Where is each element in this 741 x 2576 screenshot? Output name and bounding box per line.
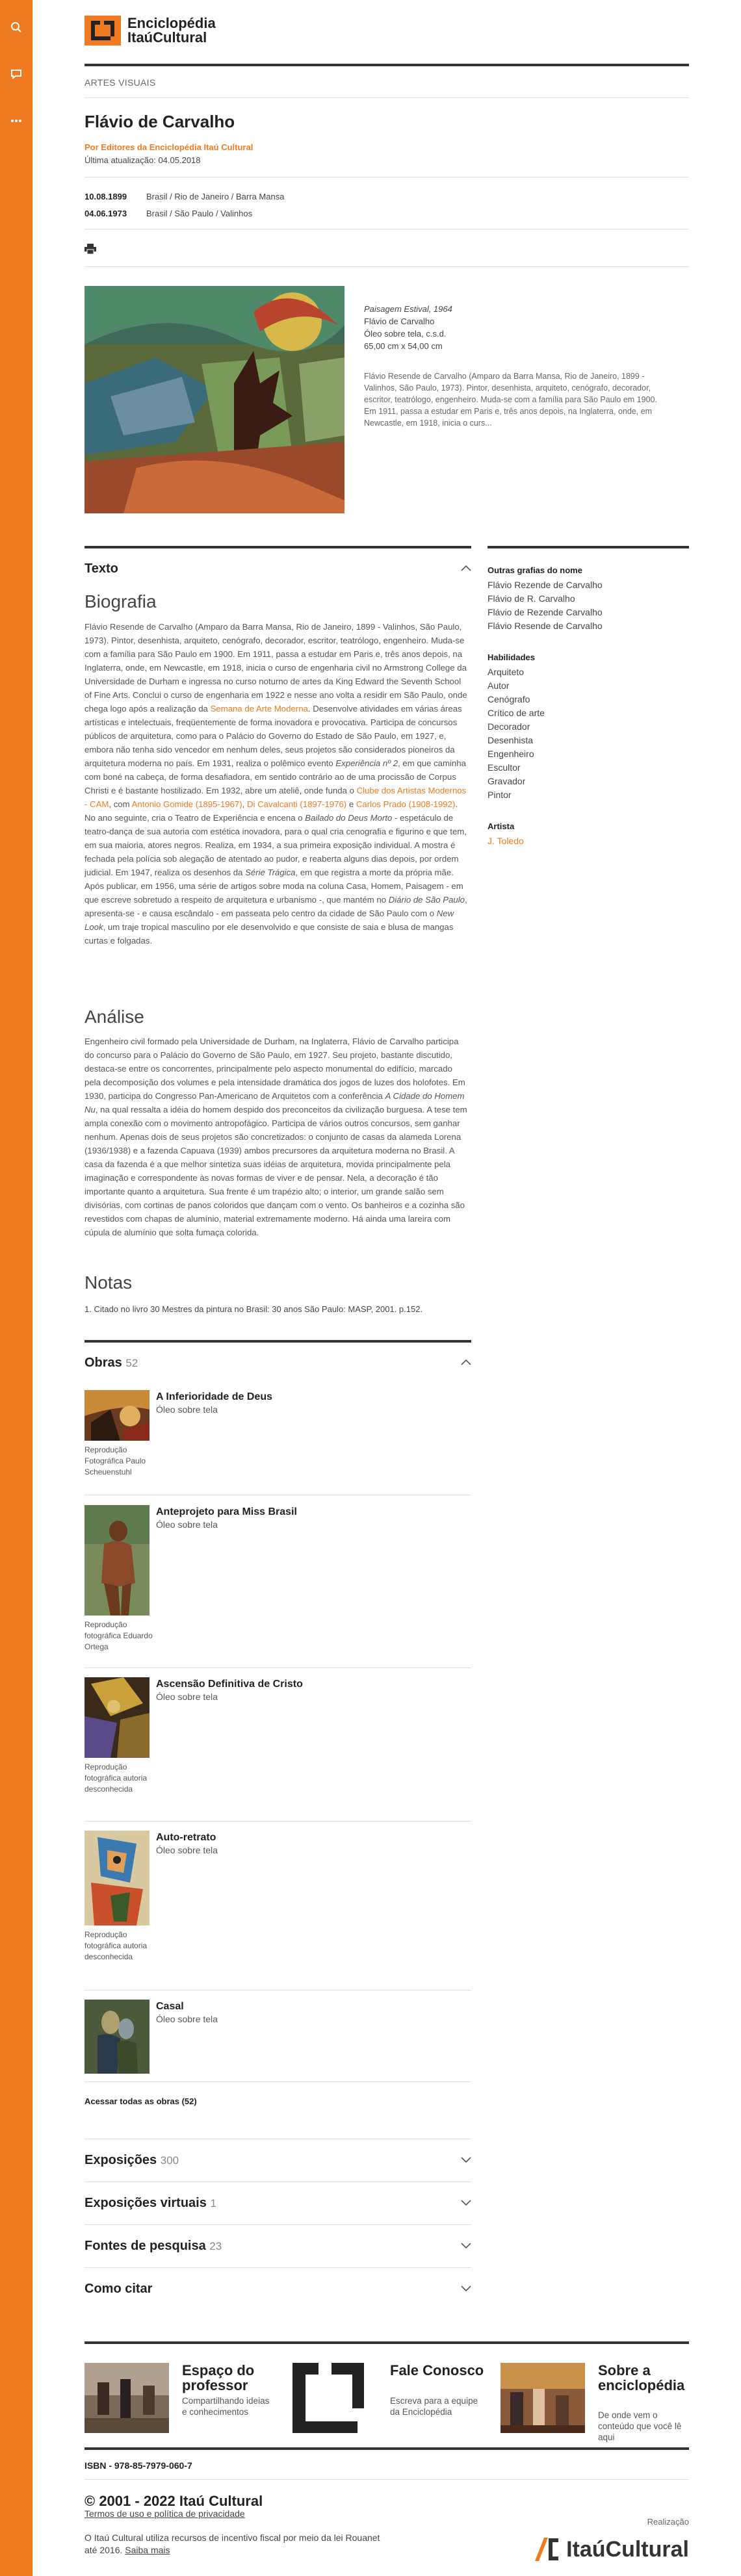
footer-divider [84,2447,689,2450]
footer-divider [84,2341,689,2344]
promo-title[interactable]: Espaço do professor [182,2362,255,2393]
analysis-text: Engenheiro civil formado pela Universidade de Durham, na Inglaterra, Flávio de Carvalho participa do concurso para o Palácio do Governo de São Paulo, em 1927. Seu projeto, bastante discutido, destaca-se entre os concorrentes, principalmente pelo aspecto monumental do edifício, marcado pela decomposição dos volumes e pela intensidade dramática dos jogos de luzes dos holofotes. Em 1930, participa do Congresso Pan-Americano de Arquitetos com a conferência A Cidade do Homem Nu, na qual ressalta a idéia do homem despido dos preconceitos da civilização burguesa. A tese tem ampla conexão com o movimento antropofágico. Participa de vários outros concursos, sem ganhar nenhum. Apenas dois de seus projetos são concretizados: o conjunto de casas da alameda Lorena (1936/1938) e a fazenda Capuava (1939) ambos precursores da arquitetura moderna no Brasil. A casa da fazenda é a que melhor sintetiza suas idéias de arquitetura, movida principalmente pela imaginação e correspondente às novas formas de viver e de pensar. Nela, a decoração é tão importante quanto a arquitetura. Sua frente é um trapézio alto; o interior, um grande salão sem divisórias, com cortinas de panos coloridos que dançam com o vento. Os banheiros e a cozinha são revestidos com chapas de alumínio, material extremamente moderno. Há ainda uma lareira com cúpula de alumínio que solta fumaça colorida. [84,1037,467,1237]
divider [84,2479,689,2480]
left-rail [0,0,32,2576]
chevron-down-icon[interactable] [461,2198,471,2209]
promo-fale-conosco[interactable] [292,2363,494,2441]
skills-list [488,665,689,802]
chevron-down-icon[interactable] [461,2284,471,2295]
artist-title: Artista [488,821,515,831]
accordion-exposicoes[interactable] [84,2139,471,2182]
work-thumbnail[interactable] [84,2000,150,2077]
accordion-como-citar[interactable] [84,2267,471,2310]
accordion-count: 300 [160,2154,179,2167]
obras-count: 52 [125,1356,138,1369]
header-divider [84,64,689,66]
featured-artwork-image[interactable] [84,286,344,513]
sidebar [488,546,689,848]
link-di-cavalcanti[interactable]: Di Cavalcanti (1897-1976) [247,799,347,809]
featured-medium: Óleo sobre tela, c.s.d. [364,329,447,339]
work-credit: Reprodução Fotográfica Paulo Scheuenstuhl [84,1445,146,1476]
other-name: Flávio Resende de Carvalho [488,621,603,631]
other-name: Flávio de R. Carvalho [488,593,575,604]
accordion-title: Exposições [84,2153,157,2167]
skills-title: Habilidades [488,652,535,662]
other-name: Flávio Rezende de Carvalho [488,580,603,590]
last-updated: Última atualização: 04.05.2018 [84,155,201,165]
bio-title: Biografia [84,591,157,612]
skill: Crítico de arte [488,708,545,718]
obras-divider [84,1340,471,1343]
terms-link[interactable]: Termos de uso e política de privacidade [84,2508,245,2519]
work-title[interactable]: Casal [156,2001,184,2012]
obras-section-header[interactable] [84,1346,471,1379]
work-medium: Óleo sobre tela [156,1404,218,1415]
accordion-count: 1 [210,2197,216,2209]
divider [84,97,689,98]
work-medium: Óleo sobre tela [156,2014,218,2024]
artist-link[interactable]: J. Toledo [488,836,524,846]
accordion-title: Fontes de pesquisa [84,2239,206,2253]
promo-title[interactable]: Fale Conosco [390,2362,484,2378]
brand-mark-icon [532,2535,561,2564]
chevron-up-icon[interactable] [461,1357,471,1369]
birth-date: 10.08.1899 [84,192,127,201]
skill: Gravador [488,776,526,786]
link-gomide[interactable]: Antonio Gomide (1895-1967) [131,799,242,809]
work-credit: Reprodução fotográfica Eduardo Ortega [84,1620,153,1651]
skill: Pintor [488,790,512,800]
promo-desc: Escreva para a equipe da Enciclopédia [390,2396,478,2417]
other-names-title: Outras grafias do nome [488,565,582,575]
death-date: 04.06.1973 [84,209,127,218]
analysis-title: Análise [84,1007,144,1027]
isbn: ISBN - 978-85-7979-060-7 [84,2460,192,2471]
promo-title[interactable]: Sobre a enciclopédia [598,2362,685,2393]
chat-icon[interactable] [0,61,32,87]
skill: Cenógrafo [488,694,530,704]
work-title[interactable]: Anteprojeto para Miss Brasil [156,1506,297,1517]
note-1: 1. Citado no livro 30 Mestres da pintura no Brasil: 30 anos São Paulo: MASP, 2001. p.152. [84,1304,423,1314]
breadcrumb[interactable]: ARTES VISUAIS [84,77,156,88]
work-medium: Óleo sobre tela [156,1519,218,1530]
promo-espaco-professor[interactable] [84,2363,286,2441]
all-works-link[interactable]: Acessar todas as obras (52) [84,2096,197,2106]
promo-desc: De onde vem o conteúdo que você lê aqui [598,2410,682,2442]
other-names-list [488,578,689,633]
chevron-down-icon[interactable] [461,2241,471,2252]
work-credit: Reprodução fotográfica autoria desconhecida [84,1762,148,1794]
bio-text: Flávio Resende de Carvalho (Amparo da Barra Mansa, Rio de Janeiro, 1899 - Valinhos, São Paulo, 1973). Pintor, desenhista, arquiteto, cenógrafo, decorador, escritor, teatrólogo, engenheiro. Muda-se com a família para São Paulo em 1900. Em 1911, passa a estudar em Paris e, três anos depois, na Inglaterra, onde, em Newcastle, em 1918, inicia o curso de engenharia civil no Armstrong College da Universidade de Durham e ingressa no curso noturno de artes da King Edward the Seventh School of Fine Arts. Conclui o curso de engenharia em 1922 e nesse ano volta a residir em São Paulo, onde chega logo após a realização da Semana de Arte Moderna. Desenvolve atividades em várias áreas artísticas e intelectuais, freqüentemente de forma inovadora e provocativa. Participa de concursos públicos de arquitetura, como para o Palácio do Governo do Estado de São Paulo, em 1927, e, embora não tenha sido vencedor em nenhum deles, seus projetos são considerados pioneiros da arquitetura moderna no país. Em 1931, realiza o polêmico evento Experiência nº 2, em que caminha com boné na cabeça, de forma desafiadora, em sentido contrário ao de uma procissão de Corpus Christi e é bastante hostilizado. Em 1932, abre um ateliê, onde funda o Clube dos Artistas Modernos - CAM, com Antonio Gomide (1895-1967), Di Cavalcanti (1897-1976) e Carlos Prado (1908-1992). No ano seguinte, cria o Teatro de Experiência e encena o Bailado do Deus Morto - espetáculo de teatro-dança de sua autoria com estética inovadora, para o qual cria cenografia e figurino e que tem, em sua maioria, atores negros. Realiza, em 1934, a sua primeira exposição individual. A mostra é fechada pela polícia sob alegação de atentado ao pudor, e reaberta alguns dias depois, por ordem judicial. Em 1947, realiza os desenhos da Série Trágica, em que registra a morte da própria mãe. Após publicar, em 1956, uma série de artigos sobre moda na coluna Casa, Homem, Paisagem - em que escreve sobretudo a respeito de arquitetura e urbanismo -, que mantém no Diário de São Paulo, apresenta-se - e causa escândalo - em passeata pelo centro da cidade de São Paulo com o New Look, um traje tropical masculino por ele desenvolvido e que consiste de saia e blusa de mangas curtas e folgadas. [84,622,467,946]
featured-artist: Flávio de Carvalho [364,316,435,326]
divider [84,1821,471,1822]
byline[interactable]: Por Editores da Enciclopédia Itaú Cultural [84,142,254,152]
promo-desc: Compartilhando ideias e conhecimentos [182,2396,270,2417]
skill: Autor [488,680,510,691]
sidebar-divider [488,546,689,548]
work-medium: Óleo sobre tela [156,1845,218,1855]
work-thumbnail[interactable] [84,1677,150,1761]
promo-logo-mark [292,2363,370,2433]
accordion-title: Exposições virtuais [84,2196,207,2210]
skill: Escultor [488,762,521,773]
featured-description: Flávio Resende de Carvalho (Amparo da Barra Mansa, Rio de Janeiro, 1899 - Valinhos, São Paulo, 1973). Pintor, desenhista, arquiteto, cenógrafo, decorador, escritor, teatrólogo, engenheiro. Muda-se com a família para São Paulo em 1900. Em 1911, passa a estudar em Paris e, três anos depois, na Inglaterra, onde, em Newcastle, em 1918, inicia o curs... [364,372,657,428]
page-title: Flávio de Carvalho [84,112,235,131]
link-carlos-prado[interactable]: Carlos Prado (1908-1992) [356,799,456,809]
skill: Arquiteto [488,667,525,677]
accordion-exposicoes-virtuais[interactable] [84,2182,471,2224]
link-semana-arte-moderna[interactable]: Semana de Arte Moderna [210,704,308,714]
death-place: Brasil / São Paulo / Valinhos [146,209,253,218]
featured-title: Paisagem Estival, 1964 [364,304,452,314]
featured-size: 65,00 cm x 54,00 cm [364,341,443,351]
accordion-title: Como citar [84,2282,153,2296]
chevron-up-icon[interactable] [461,563,471,574]
law-link[interactable]: Saiba mais [125,2545,170,2555]
more-icon[interactable] [0,108,32,134]
work-medium: Óleo sobre tela [156,1692,218,1702]
link-cam[interactable]: Clube dos Artistas Modernos - CAM [84,786,467,809]
chevron-down-icon[interactable] [461,2155,471,2167]
promo-sobre-enciclopedia[interactable] [500,2363,689,2441]
work-thumbnail[interactable] [84,1505,150,1619]
texto-section-header[interactable] [84,552,471,585]
notes-title: Notas [84,1272,133,1293]
work-title[interactable]: Ascensão Definitiva de Cristo [156,1679,303,1690]
work-thumbnail[interactable] [84,1831,150,1929]
logo-mark [84,16,121,45]
brand-text: ItaúCultural [566,2536,689,2562]
accordion-fontes-pesquisa[interactable] [84,2224,471,2267]
birth-place: Brasil / Rio de Janeiro / Barra Mansa [146,192,285,201]
site-logo[interactable] [84,16,216,45]
realizacao-label: Realização [647,2517,689,2527]
copyright: © 2001 - 2022 Itaú Cultural [84,2493,263,2509]
search-icon[interactable] [0,14,32,40]
law-notice: O Itaú Cultural utiliza recursos de incentivo fiscal por meio da lei Rouanet até 2016. Saiba mais [84,2532,380,2555]
featured-artwork-caption [364,303,670,429]
skill: Decorador [488,721,530,732]
other-name: Flávio de Rezende Carvalho [488,607,603,617]
accordion-count: 23 [209,2240,222,2252]
print-icon[interactable] [84,244,96,257]
divider [84,2081,471,2082]
promo-image[interactable] [84,2363,169,2433]
brand-logo[interactable] [507,2534,689,2564]
work-credit: Reprodução fotográfica autoria desconhecida [84,1930,148,1961]
promo-image[interactable] [500,2363,585,2433]
skill: Desenhista [488,735,534,745]
divider [84,266,689,267]
texto-heading: Texto [84,561,118,576]
texto-divider [84,546,471,548]
logo-text: Enciclopédia ItaúCultural [127,15,216,45]
work-title[interactable]: Auto-retrato [156,1832,216,1843]
work-title[interactable]: A Inferioridade de Deus [156,1391,272,1402]
work-thumbnail[interactable] [84,1390,150,1444]
life-dates [84,188,284,222]
skill: Engenheiro [488,749,534,759]
obras-heading: Obras [84,1355,122,1370]
